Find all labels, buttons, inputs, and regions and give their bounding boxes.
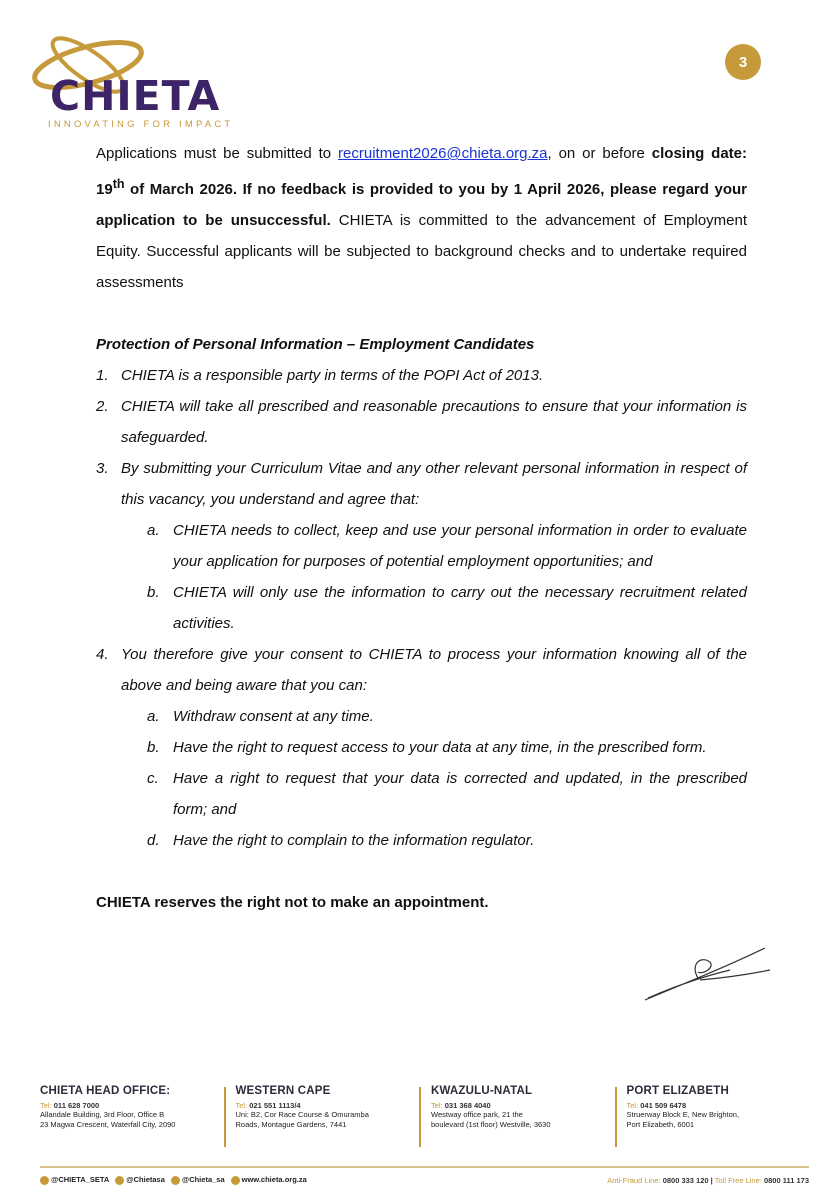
address: Struerway Block E, New Brighton, [626,1110,740,1119]
document-body [96,138,747,918]
globe-icon [231,1176,240,1185]
list-marker: a. [147,522,160,539]
instagram-icon [171,1176,180,1185]
tollfree-number: 0800 111 173 [763,1176,809,1185]
website-link[interactable] [231,1175,307,1185]
handle: www.chieta.org.za [241,1175,307,1184]
office-kwazulu-natal [419,1087,615,1147]
tel-label: Tel: [235,1100,248,1110]
footer-divider [40,1166,809,1168]
address: 23 Magwa Crescent, Waterfall City, 2090 [40,1119,176,1129]
list-text: Withdraw consent at any time. [173,708,374,725]
handle: @Chietasa [126,1175,165,1184]
address: Allandale Building, 3rd Floor, Office B [40,1110,165,1119]
list-text: CHIETA needs to collect, keep and use your personal information in order to evaluate your application for purposes of potential employment opportunities; and [173,522,747,570]
popi-list [96,360,747,856]
hotlines: Anti-Fraud Line: 0800 333 120 | Toll Free Line: 0800 111 173 [607,1176,809,1185]
tel: 031 368 4040 [444,1100,491,1110]
office-title: KWAZULU-NATAL [431,1085,533,1097]
office-title: PORT ELIZABETH [626,1085,729,1097]
list-text: By submitting your Curriculum Vitae and any other relevant personal information in respect of this vacancy, you understand and agree that: [121,460,747,508]
intro-paragraph [96,138,747,298]
footer-offices [40,1087,810,1147]
list-marker: c. [147,770,159,787]
list-text: Have the right to request access to your data at any time, in the prescribed form. [173,739,707,756]
list-text: Have a right to request that your data is corrected and updated, in the prescribed form; and [173,770,747,818]
list-item [96,763,747,825]
text: , on or before [547,145,652,162]
list-item [96,639,747,701]
tel-label: Tel: [431,1100,443,1110]
list-text: CHIETA will only use the information to carry out the necessary recruitment related activities. [173,584,747,632]
logo-wordmark: CHIETA [50,72,221,120]
list-item [96,732,747,763]
address: boulevard (1st floor) Westville, 3630 [431,1119,551,1129]
label: Anti-Fraud Line: [607,1176,661,1185]
tel-label: Tel: [626,1100,639,1110]
office-title: CHIETA HEAD OFFICE: [40,1085,171,1097]
list-marker: d. [147,832,160,849]
label: Toll Free Line: [714,1176,762,1185]
list-text: CHIETA will take all prescribed and reasonable precautions to ensure that your information is safeguarded. [121,398,747,446]
list-text: CHIETA is a responsible party in terms of the POPI Act of 2013. [121,367,544,384]
tel: 041 509 6478 [640,1100,687,1110]
list-marker: a. [147,708,160,725]
list-item [96,360,747,391]
tel-label: Tel: [40,1100,52,1110]
instagram-link[interactable] [171,1175,225,1185]
tel: 011 628 7000 [53,1100,100,1110]
office-head [40,1087,224,1147]
social-links [40,1175,307,1185]
address: Westway office park, 21 the [431,1110,523,1119]
list-marker: 4. [96,646,109,663]
list-item [96,453,747,515]
address: Port Elizabeth, 6001 [626,1119,695,1129]
list-marker: 2. [96,398,109,415]
x-icon [40,1176,49,1185]
email-link[interactable]: recruitment2026@chieta.org.za [338,145,548,162]
facebook-link[interactable] [115,1175,165,1185]
list-item [96,825,747,856]
office-title: WESTERN CAPE [235,1085,331,1097]
antifraud-number: 0800 333 120 [662,1176,709,1185]
logo-tagline: INNOVATING FOR IMPACT [48,119,234,130]
x-link[interactable] [40,1175,109,1185]
list-marker: 1. [96,367,109,384]
list-marker: 3. [96,460,109,477]
closing-statement: CHIETA reserves the right not to make an appointment. [96,894,489,911]
text: Applications must be submitted to [96,145,339,162]
facebook-icon [115,1176,124,1185]
list-text: Have the right to complain to the information regulator. [173,832,535,849]
list-item [96,515,747,577]
list-item [96,391,747,453]
chieta-logo [28,20,234,130]
text: th [112,177,125,191]
signature [640,940,780,1005]
list-text: You therefore give your consent to CHIETA to process your information knowing all of the above and being aware that you can: [121,646,747,694]
handle: @Chieta_sa [181,1175,225,1184]
text: of March 2026. If no feedback is provided to you by 1 April 2026, please regard your application to be unsuccessful. [96,181,747,229]
office-western-cape [224,1087,420,1147]
text: closing date: 19 [96,145,748,198]
popi-heading: Protection of Personal Information – Employment Candidates [96,336,535,353]
list-marker: b. [147,584,160,601]
office-port-elizabeth [615,1087,811,1147]
text: CHIETA is committed to the advancement of Employment Equity. Successful applicants will be subjected to background checks and to undertake required assessments [96,212,748,291]
list-item [96,577,747,639]
page-number: 3 [725,44,761,80]
handle: @CHIETA_SETA [51,1175,110,1184]
address: Uni: B2, Cor Race Course & Omuramba [235,1110,369,1119]
list-item [96,701,747,732]
list-marker: b. [147,739,160,756]
tel: 021 551 1113/4 [249,1100,301,1110]
address: Roads, Montague Gardens, 7441 [235,1119,347,1129]
